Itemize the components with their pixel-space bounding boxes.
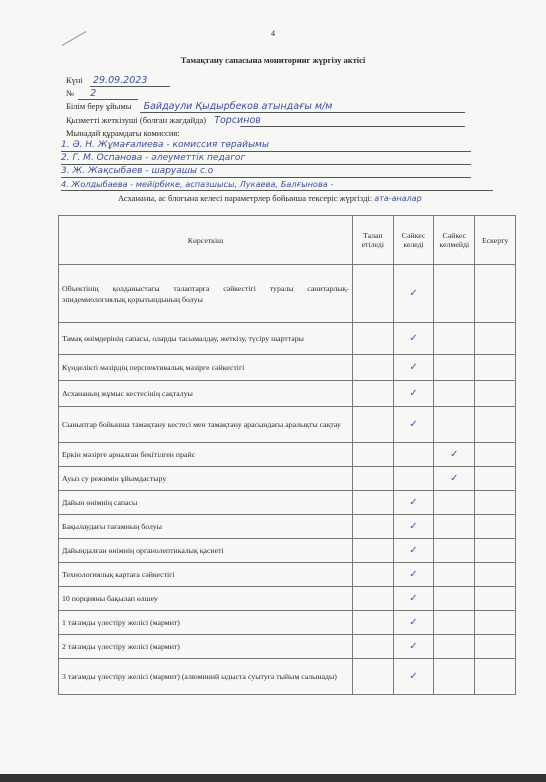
table-row — [59, 265, 516, 323]
required-cell — [352, 563, 393, 587]
commission-member-3: 3. Ж. Жақсыбаев - шаруашы с.о — [61, 166, 214, 176]
organization-label: Білім беру ұйымы — [66, 101, 132, 111]
compliant-cell — [393, 265, 434, 323]
required-cell — [352, 611, 393, 635]
non-compliant-cell — [434, 443, 475, 467]
header-compliant: Сәйкес келеді — [393, 216, 434, 265]
check-mark-icon: ✓ — [450, 473, 459, 484]
supplier-line — [66, 115, 261, 126]
compliant-cell — [393, 611, 434, 635]
header-note: Ескерту — [475, 216, 516, 265]
commission-member-1: 1. Ә. Н. Жұмағалиева - комиссия төрайымы — [61, 140, 269, 150]
non-compliant-cell — [434, 659, 475, 695]
required-cell — [352, 467, 393, 491]
check-mark-icon: ✓ — [409, 521, 418, 532]
indicator-cell: Объектінің қолданыстағы талаптарға сәйкестігі туралы санитарлық-эпидемиологиялық қорытындының болуы — [59, 265, 353, 323]
note-cell — [475, 491, 516, 515]
indicator-cell: Тамақ өнімдерінің сапасы, оларды тасымалдау, жеткізу, түсіру шарттары — [59, 323, 353, 355]
indicator-cell: 3 тағамды үлестіру желісі (мармит) (алюминий ыдыста суытуға тыйым салынады) — [59, 659, 353, 695]
compliant-cell — [393, 355, 434, 381]
table-row — [59, 381, 516, 407]
intro-line — [118, 193, 422, 203]
check-mark-icon: ✓ — [409, 419, 418, 430]
table-row — [59, 659, 516, 695]
indicator-cell: 2 тағамды үлестіру желісі (мармит) — [59, 635, 353, 659]
non-compliant-cell — [434, 563, 475, 587]
indicator-cell: Дайын өнімнің сапасы — [59, 491, 353, 515]
table-row — [59, 539, 516, 563]
indicator-cell: Ауыз су режимін ұйымдастыру — [59, 467, 353, 491]
check-mark-icon: ✓ — [409, 617, 418, 628]
table-row — [59, 515, 516, 539]
number-label: № — [66, 88, 75, 98]
number-value: 2 — [90, 88, 97, 99]
non-compliant-cell — [434, 355, 475, 381]
required-cell — [352, 381, 393, 407]
check-mark-icon: ✓ — [409, 671, 418, 682]
table-row — [59, 323, 516, 355]
note-cell — [475, 659, 516, 695]
header-indicator: Көрсеткіш — [59, 216, 353, 265]
intro-text: Асхананы, ас блогына келесі параметрлер бойынша тексеріс жүргізді: — [118, 193, 373, 203]
page-number: 4 — [271, 29, 275, 38]
check-mark-icon: ✓ — [409, 545, 418, 556]
non-compliant-cell — [434, 323, 475, 355]
indicator-cell: Күнделікті мәзірдің перспективалық мәзірге сәйкестігі — [59, 355, 353, 381]
header-non-compliant: Сәйкес келмейді — [434, 216, 475, 265]
number-line — [66, 88, 96, 99]
indicator-cell: Еркін мәзірге арналған бекітілген прайс — [59, 443, 353, 467]
non-compliant-cell — [434, 491, 475, 515]
indicator-cell: Дайындалған өнімнің органолептикалық қасиеті — [59, 539, 353, 563]
table-row — [59, 443, 516, 467]
table-row — [59, 491, 516, 515]
required-cell — [352, 539, 393, 563]
note-cell — [475, 381, 516, 407]
required-cell — [352, 407, 393, 443]
check-mark-icon: ✓ — [409, 569, 418, 580]
indicator-cell: 1 тағамды үлестіру желісі (мармит) — [59, 611, 353, 635]
intro-handwritten: ата-аналар — [374, 194, 422, 203]
check-mark-icon: ✓ — [409, 593, 418, 604]
non-compliant-cell — [434, 587, 475, 611]
check-mark-icon: ✓ — [409, 288, 418, 299]
date-line — [66, 75, 147, 86]
note-cell — [475, 611, 516, 635]
non-compliant-cell — [434, 467, 475, 491]
compliant-cell — [393, 587, 434, 611]
compliant-cell — [393, 443, 434, 467]
supplier-label: Қызметті жеткізуші (болған жағдайда) — [66, 115, 207, 125]
commission-member-4: 4. Жолдыбаева - мейірбике, аспазшысы, Лукаева, Балғынова - — [61, 179, 334, 189]
note-cell — [475, 539, 516, 563]
commission-label: Мынадай құрамдағы комиссия: — [66, 128, 180, 138]
note-cell — [475, 443, 516, 467]
table-row — [59, 611, 516, 635]
required-cell — [352, 323, 393, 355]
note-cell — [475, 323, 516, 355]
compliant-cell — [393, 515, 434, 539]
note-cell — [475, 587, 516, 611]
compliant-cell — [393, 539, 434, 563]
non-compliant-cell — [434, 539, 475, 563]
table-row — [59, 467, 516, 491]
table-row — [59, 355, 516, 381]
note-cell — [475, 265, 516, 323]
table-row — [59, 587, 516, 611]
header-required: Талап етіледі — [352, 216, 393, 265]
check-mark-icon: ✓ — [450, 449, 459, 460]
note-cell — [475, 635, 516, 659]
indicator-cell: Асхананың жұмыс кестесінің сақталуы — [59, 381, 353, 407]
required-cell — [352, 587, 393, 611]
organization-line — [66, 101, 332, 112]
monitoring-table — [58, 215, 516, 695]
non-compliant-cell — [434, 407, 475, 443]
required-cell — [352, 515, 393, 539]
compliant-cell — [393, 467, 434, 491]
note-cell — [475, 355, 516, 381]
date-value: 29.09.2023 — [92, 75, 148, 86]
note-cell — [475, 515, 516, 539]
indicator-cell: Технологиялық картаға сәйкестігі — [59, 563, 353, 587]
non-compliant-cell — [434, 265, 475, 323]
non-compliant-cell — [434, 381, 475, 407]
check-mark-icon: ✓ — [409, 497, 418, 508]
indicator-cell: Сыныптар бойынша тамақтану кестесі мен тамақтану арасындағы аралықты сақтау — [59, 407, 353, 443]
check-mark-icon: ✓ — [409, 388, 418, 399]
note-cell — [475, 407, 516, 443]
non-compliant-cell — [434, 635, 475, 659]
commission-member-2: 2. Г. М. Оспанова - әлеуметтік педагог — [61, 153, 246, 163]
required-cell — [352, 635, 393, 659]
check-mark-icon: ✓ — [409, 641, 418, 652]
note-cell — [475, 563, 516, 587]
compliant-cell — [393, 407, 434, 443]
organization-value: Байдаули Қыдырбеков атындағы м/м — [143, 101, 333, 112]
document-title: Тамақтану сапасына мониторинг жүргізу актісі — [180, 55, 366, 65]
supplier-value: Торсинов — [214, 115, 261, 126]
date-label: Күні — [66, 75, 83, 85]
required-cell — [352, 355, 393, 381]
compliant-cell — [393, 659, 434, 695]
required-cell — [352, 491, 393, 515]
table-header-row — [59, 216, 516, 265]
table-row — [59, 407, 516, 443]
required-cell — [352, 443, 393, 467]
table-row — [59, 635, 516, 659]
compliant-cell — [393, 323, 434, 355]
required-cell — [352, 659, 393, 695]
indicator-cell: 10 порцияны бақылап өлшеу — [59, 587, 353, 611]
compliant-cell — [393, 381, 434, 407]
compliant-cell — [393, 635, 434, 659]
check-mark-icon: ✓ — [409, 333, 418, 344]
table-row — [59, 563, 516, 587]
indicator-cell: Бақылаудағы тағамның болуы — [59, 515, 353, 539]
scan-edge — [0, 774, 546, 782]
note-cell — [475, 467, 516, 491]
required-cell — [352, 265, 393, 323]
check-mark-icon: ✓ — [409, 362, 418, 373]
compliant-cell — [393, 491, 434, 515]
compliant-cell — [393, 563, 434, 587]
non-compliant-cell — [434, 515, 475, 539]
non-compliant-cell — [434, 611, 475, 635]
